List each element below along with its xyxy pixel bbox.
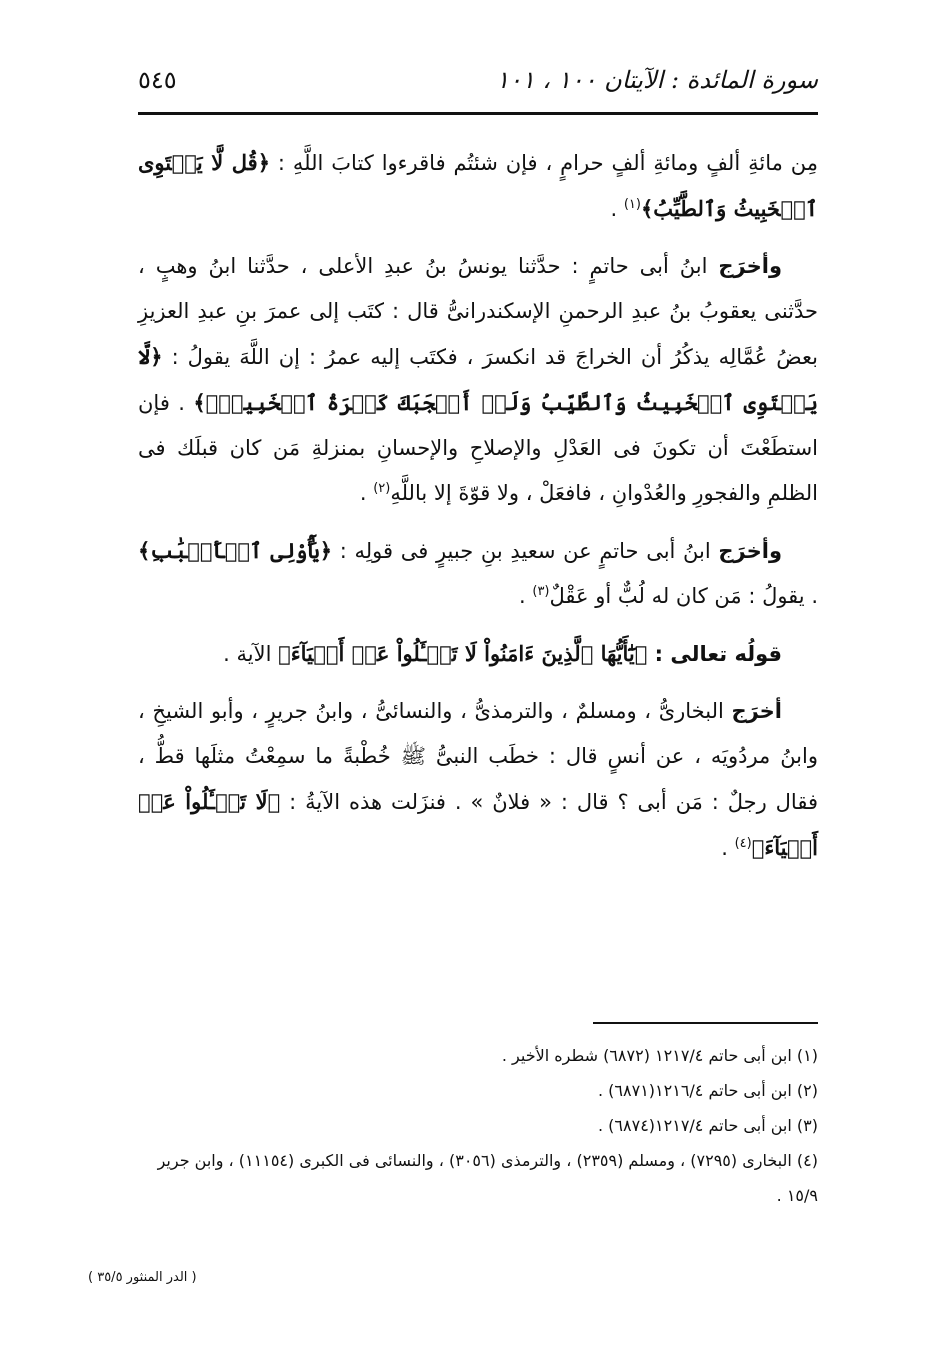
main-text	[138, 140, 818, 883]
source-note: ( الدر المنثور ٣٥/٥ )	[88, 1270, 197, 1285]
footnote-ref: (٢)	[373, 481, 391, 496]
running-header	[138, 58, 818, 102]
paragraph-lead: وأخرَج	[718, 254, 782, 278]
footnote-ref: (٤)	[734, 836, 752, 851]
footnotes	[138, 1038, 818, 1213]
paragraph-text: البخارىُّ ، ومسلمٌ ، والترمذىُّ ، والنسائىُّ ، وابنُ جريرٍ ، وأبو الشيخِ ، وابنُ مردُويَه ، عن أنسٍ قال : خطَب النبىُّ ﷺ خُطْبةً ما سمِعْتُ مثلَها قطُّ ، فقال رجلٌ : مَن أبى ؟ قال : « فلانٌ » . فنزَلت هذه الآيةُ :	[138, 699, 818, 814]
quran-verse: ﴿يَٰٓأُوْلِى ٱلۡأَلۡبَٰبِ﴾	[138, 538, 333, 563]
paragraph-1	[138, 140, 818, 232]
footnote-2: (٢) ابن أبى حاتم ١٢١٦/٤(٦٨٧١) .	[597, 1081, 818, 1100]
footnote-4: (٤) البخارى (٧٢٩٥) ، ومسلم (٢٣٥٩) ، والترمذى (٣٠٥٦) ، والنسائى فى الكبرى (١١١٥٤) ، وابن جرير ١٥/٩ .	[157, 1151, 818, 1205]
paragraph-end: .	[610, 197, 624, 221]
header-rule	[138, 112, 818, 115]
paragraph-end: .	[721, 836, 735, 860]
paragraph-text: ابنُ أبى حاتمٍ عن سعيدِ بنِ جبيرٍ فى قولِه :	[332, 539, 719, 563]
heading-end: الآية .	[223, 642, 279, 666]
paragraph-2	[138, 244, 818, 516]
quran-verse: ﴿يَٰٓأَيُّهَا ٱلَّذِينَ ءَامَنُواْ لَا تَسۡـَٔلُواْ عَنۡ أَشۡيَآءَ﴾	[278, 641, 648, 666]
quran-verse: ﴿قُل لَّا يَسۡتَوِى ٱلۡخَبِيثُ وَٱلطَّيِّبُ﴾	[138, 150, 818, 221]
section-heading	[138, 631, 818, 677]
heading-lead: قولُه تعالى :	[647, 642, 782, 666]
paragraph-text: ابنُ أبى حاتمٍ : حدَّثنا يونسُ بنُ عبدِ الأعلى ، حدَّثنا ابنُ وهبٍ ، حدَّثنى يعقوبُ بنُ عبدِ الرحمنِ الإسكندرانىُّ قال : كتَب إلى عمرَ بنِ عبدِ العزيزِ بعضُ عُمَّالِه يذكُرُ أن الخراجَ قد انكسرَ ، فكتَب إليه عمرُ : إن اللَّهَ يقولُ :	[138, 254, 818, 369]
paragraph-end: .	[519, 584, 533, 608]
footnote-rule	[593, 1022, 818, 1024]
paragraph-text: . فإن استطَعْتَ أن تكونَ فى العَدْلِ والإصلاحِ والإحسانِ بمنزلةِ مَن كان قبلَك فى الظلمِ والفجورِ والعُدْوانِ ، فافعَلْ ، ولا قوّةَ إلا باللَّهِ	[138, 391, 818, 505]
paragraph-4	[138, 689, 818, 871]
footnote-1: (١) ابن أبى حاتم ١٢١٧/٤ (٦٨٧٢) شطره الأخير .	[501, 1046, 818, 1065]
footnote-ref: (١)	[623, 197, 641, 212]
quran-verse: ﴿لَا تَسۡـَٔلُواْ عَنۡ أَشۡيَآءَ﴾	[138, 789, 818, 860]
quran-verse: ﴿لَّا يَسۡتَوِى ٱلۡخَبِيثُ وَٱلطَّيِّبُ وَلَوۡ أَعۡجَبَكَ كَثۡرَةُ ٱلۡخَبِيثِۚ﴾	[138, 344, 818, 415]
page-number: ٥٤٥	[138, 66, 177, 94]
paragraph-lead: أخرَج	[731, 699, 782, 723]
paragraph-lead: وأخرَج	[718, 539, 782, 563]
paragraph-text: . يقولُ : مَن كان له لُبٌّ أو عَقْلٌ	[549, 584, 818, 608]
footnote-3: (٣) ابن أبى حاتم ١٢١٧/٤(٦٨٧٤) .	[597, 1116, 818, 1135]
paragraph-text: مِن مائةِ ألفٍ ومائةِ ألفٍ حرامٍ ، فإن شئتُم فاقرءوا كتابَ اللَّهِ :	[270, 151, 818, 175]
running-title: سورة المائدة : الآيتان ١٠٠ ، ١٠١	[496, 66, 818, 94]
paragraph-end: .	[359, 481, 374, 505]
paragraph-3	[138, 528, 818, 619]
footnote-ref: (٣)	[532, 584, 550, 599]
